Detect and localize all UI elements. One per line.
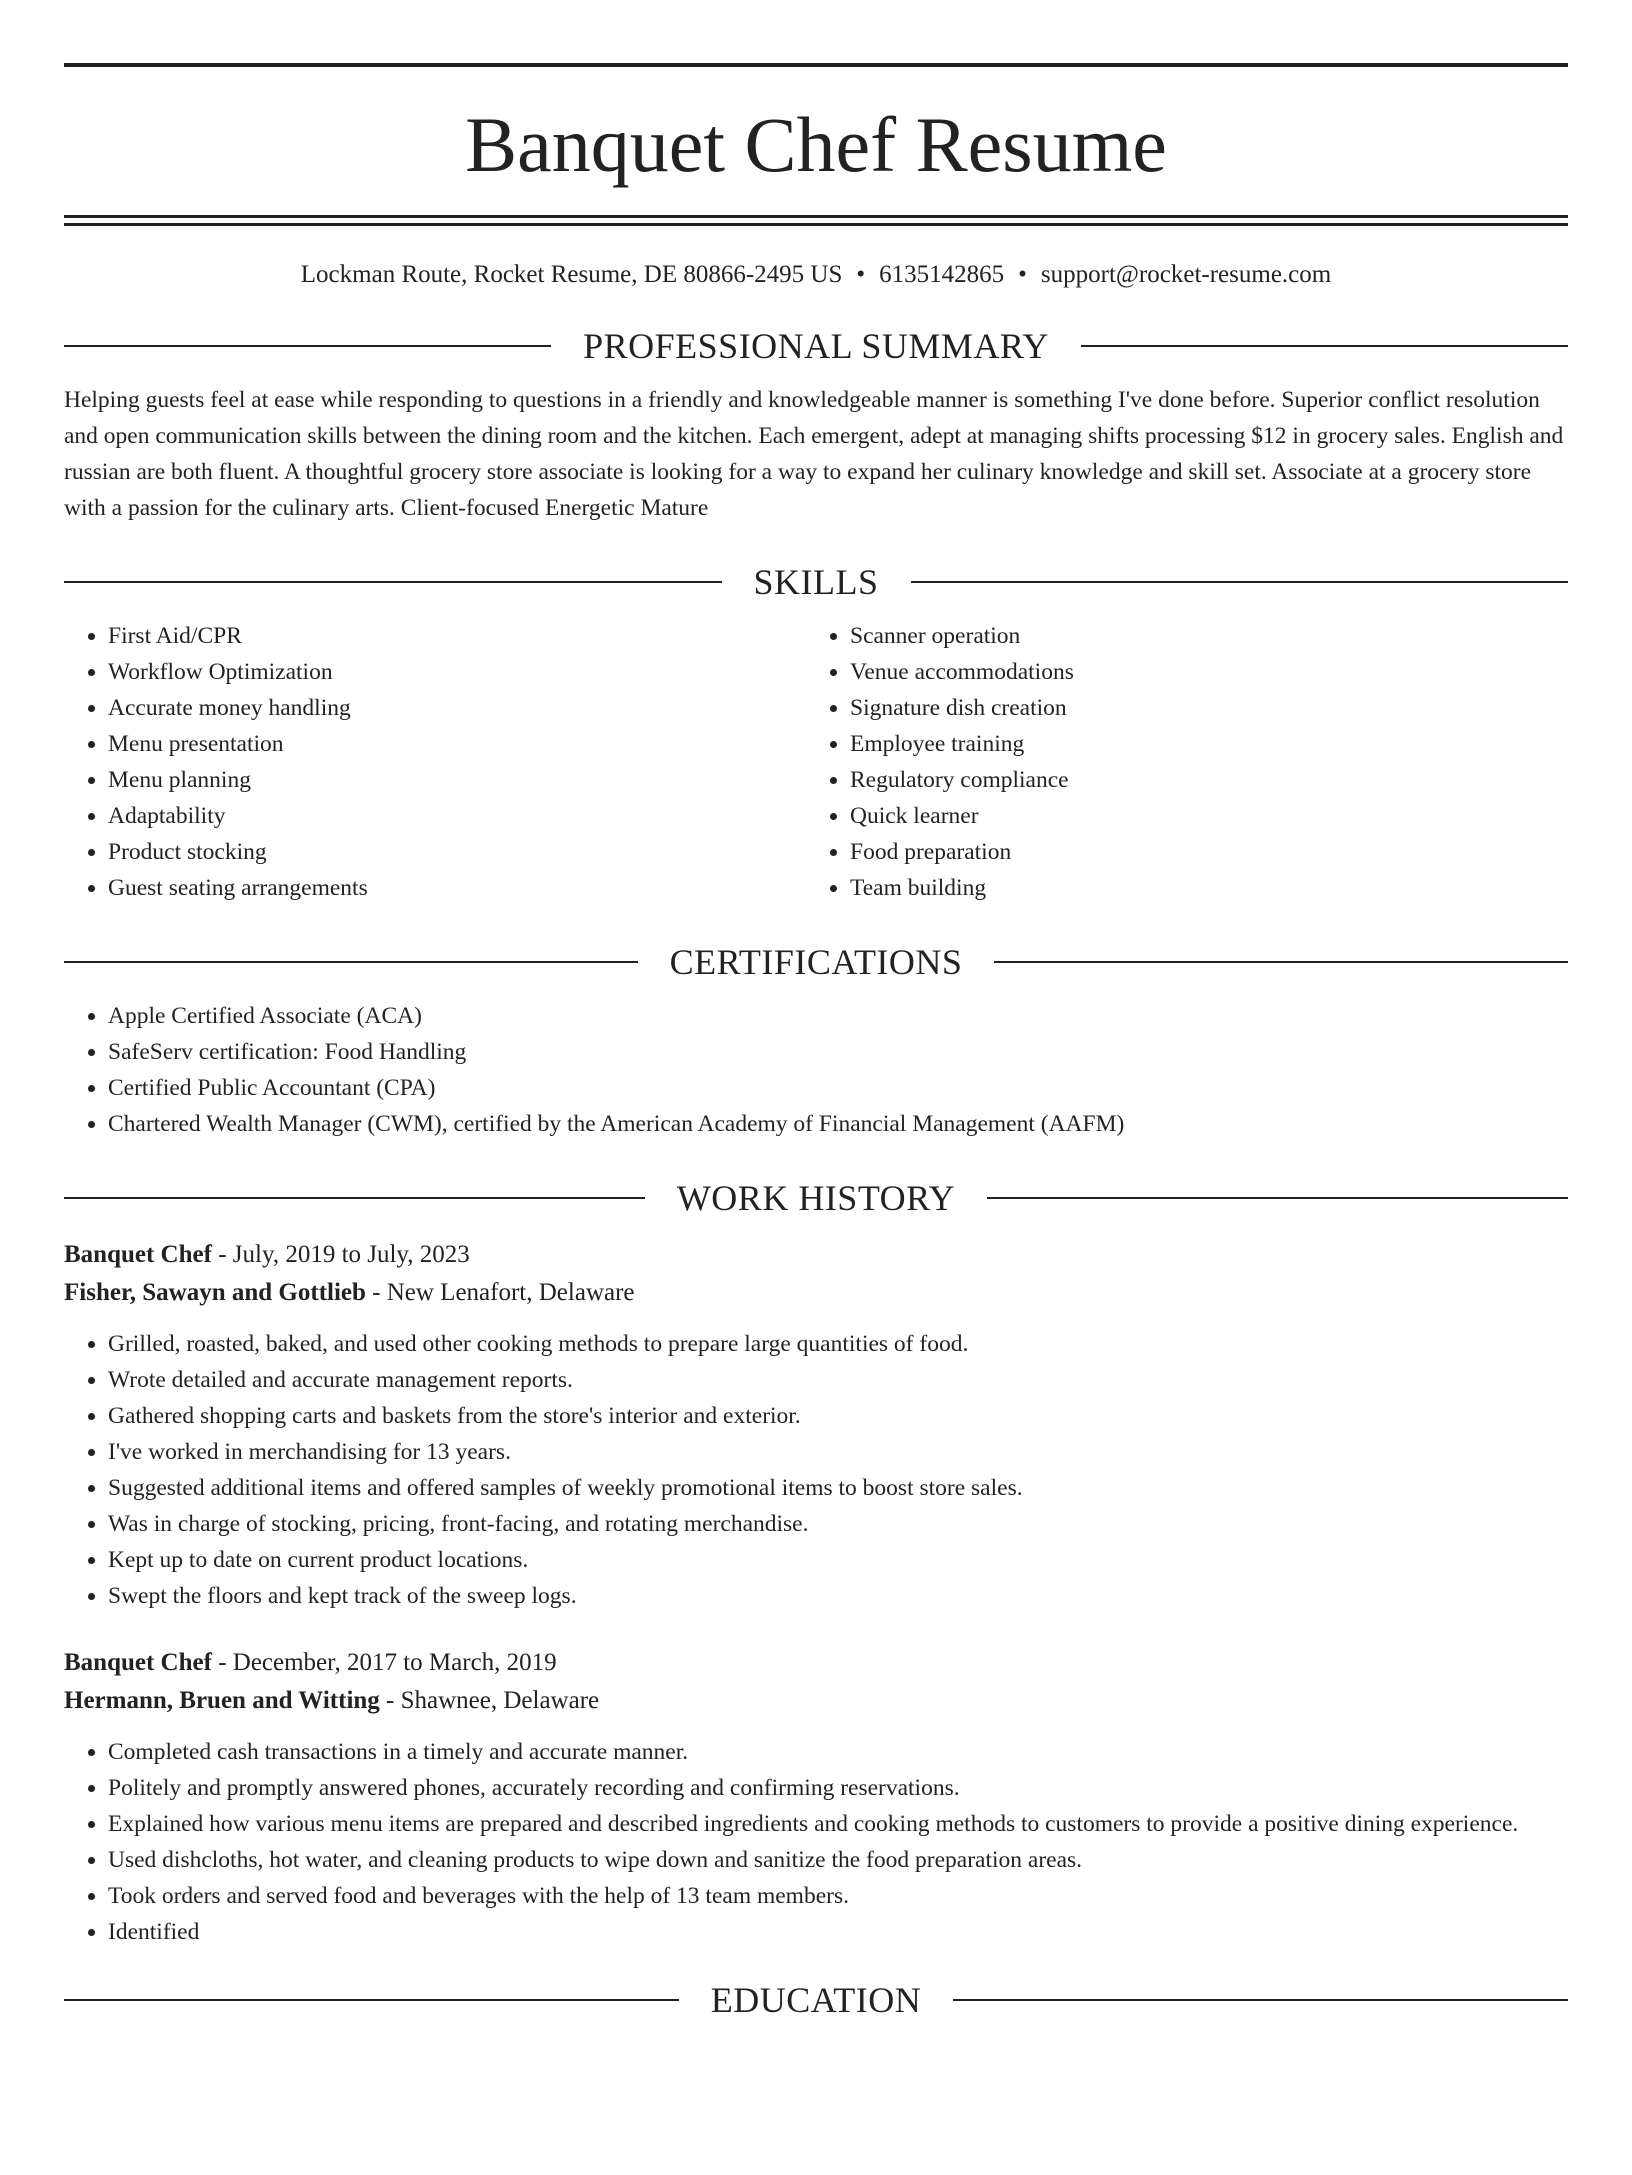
section-rule (64, 1197, 645, 1199)
job-location: - Shawnee, Delaware (379, 1687, 600, 1714)
job-duty-item: • Explained how various menu items are prepared and described ingredients and cooking methods to customers to provide a positive dining experience. (108, 1806, 1568, 1842)
skills-list-right (806, 618, 1548, 906)
job-company-line (64, 1682, 1568, 1720)
job-company: Hermann, Bruen and Witting (64, 1687, 380, 1714)
certifications-list (64, 998, 1568, 1142)
skill-item: • Adaptability (108, 798, 806, 834)
title-double-rule (64, 215, 1568, 226)
contact-email: support@rocket-resume.com (1040, 261, 1332, 288)
resume-page (0, 63, 1632, 2175)
job-duty-item: • Was in charge of stocking, pricing, front-facing, and rotating merchandise. (108, 1506, 1568, 1542)
skill-item: • Workflow Optimization (108, 654, 806, 690)
skill-item: • Product stocking (108, 834, 806, 870)
contact-address: Lockman Route, Rocket Resume, DE 80866-2495 US (300, 261, 843, 288)
summary-heading: PROFESSIONAL SUMMARY (583, 326, 1049, 366)
skill-item: • Guest seating arrangements (108, 870, 806, 906)
skill-item: • Menu presentation (108, 726, 806, 762)
job-duty-item: • Gathered shopping carts and baskets from the store's interior and exterior. (108, 1398, 1568, 1434)
skills-list-left (64, 618, 806, 906)
job-entry (64, 1644, 1568, 1950)
skill-item: • First Aid/CPR (108, 618, 806, 654)
skills-columns (64, 618, 1568, 906)
job-dates: - July, 2019 to July, 2023 (211, 1241, 470, 1268)
section-rule (64, 1999, 679, 2001)
job-duties-list (64, 1734, 1568, 1950)
job-title-line (64, 1644, 1568, 1682)
skills-column-right (806, 618, 1548, 906)
job-company-line (64, 1274, 1568, 1312)
skill-item: • Venue accommodations (850, 654, 1548, 690)
contact-line (64, 260, 1568, 290)
job-duty-item: • Wrote detailed and accurate management reports. (108, 1362, 1568, 1398)
job-entry (64, 1236, 1568, 1614)
skill-item: • Employee training (850, 726, 1548, 762)
job-duty-item: • Grilled, roasted, baked, and used other cooking methods to prepare large quantities of food. (108, 1326, 1568, 1362)
certification-item: • Apple Certified Associate (ACA) (108, 998, 1568, 1034)
skill-item: • Signature dish creation (850, 690, 1548, 726)
job-duty-item: • Used dishcloths, hot water, and cleaning products to wipe down and sanitize the food preparation areas. (108, 1842, 1568, 1878)
skill-item: • Quick learner (850, 798, 1548, 834)
section-rule (953, 1999, 1568, 2001)
section-rule (64, 345, 551, 347)
job-duty-item: • I've worked in merchandising for 13 years. (108, 1434, 1568, 1470)
skill-item: • Menu planning (108, 762, 806, 798)
top-rule (64, 63, 1568, 67)
summary-text: Helping guests feel at ease while responding to questions in a friendly and knowledgeable manner is something I've done before. Superior conflict resolution and open communication skills between the dining room and the kitchen. Each emergent, adept at managing shifts processing $12 in grocery sales. English and russian are both fluent. A thoughtful grocery store associate is looking for a way to expand her culinary knowledge and skill set. Associate at a grocery store with a passion for the culinary arts. Client-focused Energetic Mature (64, 387, 1564, 521)
summary-section-header (64, 324, 1568, 368)
certification-item: • Certified Public Accountant (CPA) (108, 1070, 1568, 1106)
skills-column-left (64, 618, 806, 906)
job-duty-item: • Swept the floors and kept track of the sweep logs. (108, 1578, 1568, 1614)
job-duty-item: • Suggested additional items and offered samples of weekly promotional items to boost store sales. (108, 1470, 1568, 1506)
skills-heading: SKILLS (753, 562, 879, 602)
skills-section-header (64, 560, 1568, 604)
job-title-line (64, 1236, 1568, 1274)
job-title: Banquet Chef (64, 1241, 212, 1268)
section-rule (911, 581, 1569, 583)
certifications-heading: CERTIFICATIONS (669, 942, 963, 982)
work-history-heading: WORK HISTORY (676, 1178, 956, 1218)
skill-item: • Scanner operation (850, 618, 1548, 654)
skill-item: • Team building (850, 870, 1548, 906)
skill-item: • Food preparation (850, 834, 1548, 870)
job-duties-list (64, 1326, 1568, 1614)
certifications-block (64, 998, 1568, 1142)
certification-item: • Chartered Wealth Manager (CWM), certified by the American Academy of Financial Management (AAFM) (108, 1106, 1568, 1142)
section-rule (987, 1197, 1568, 1199)
certification-item: • SafeServ certification: Food Handling (108, 1034, 1568, 1070)
section-rule (1081, 345, 1568, 347)
job-duty-item: • Politely and promptly answered phones, accurately recording and confirming reservations. (108, 1770, 1568, 1806)
work-history-section-header (64, 1176, 1568, 1220)
skill-item: • Regulatory compliance (850, 762, 1548, 798)
job-company: Fisher, Sawayn and Gottlieb (64, 1279, 366, 1306)
section-rule (64, 581, 722, 583)
contact-separator: • (1018, 261, 1027, 288)
section-rule (64, 961, 638, 963)
skill-item: • Accurate money handling (108, 690, 806, 726)
certifications-section-header (64, 940, 1568, 984)
job-location: - New Lenafort, Delaware (365, 1279, 635, 1306)
job-duty-item: • Identified (108, 1914, 1568, 1950)
contact-separator: • (856, 261, 866, 288)
contact-phone: 6135142865 (879, 261, 1005, 288)
job-duty-item: • Completed cash transactions in a timely and accurate manner. (108, 1734, 1568, 1770)
resume-title: Banquet Chef Resume (465, 101, 1167, 188)
education-section-header (64, 1978, 1568, 2022)
job-title: Banquet Chef (64, 1649, 212, 1676)
section-rule (994, 961, 1568, 963)
job-duty-item: • Took orders and served food and beverages with the help of 13 team members. (108, 1878, 1568, 1914)
job-dates: - December, 2017 to March, 2019 (211, 1649, 557, 1676)
job-duty-item: • Kept up to date on current product locations. (108, 1542, 1568, 1578)
education-heading: EDUCATION (710, 1980, 922, 2020)
